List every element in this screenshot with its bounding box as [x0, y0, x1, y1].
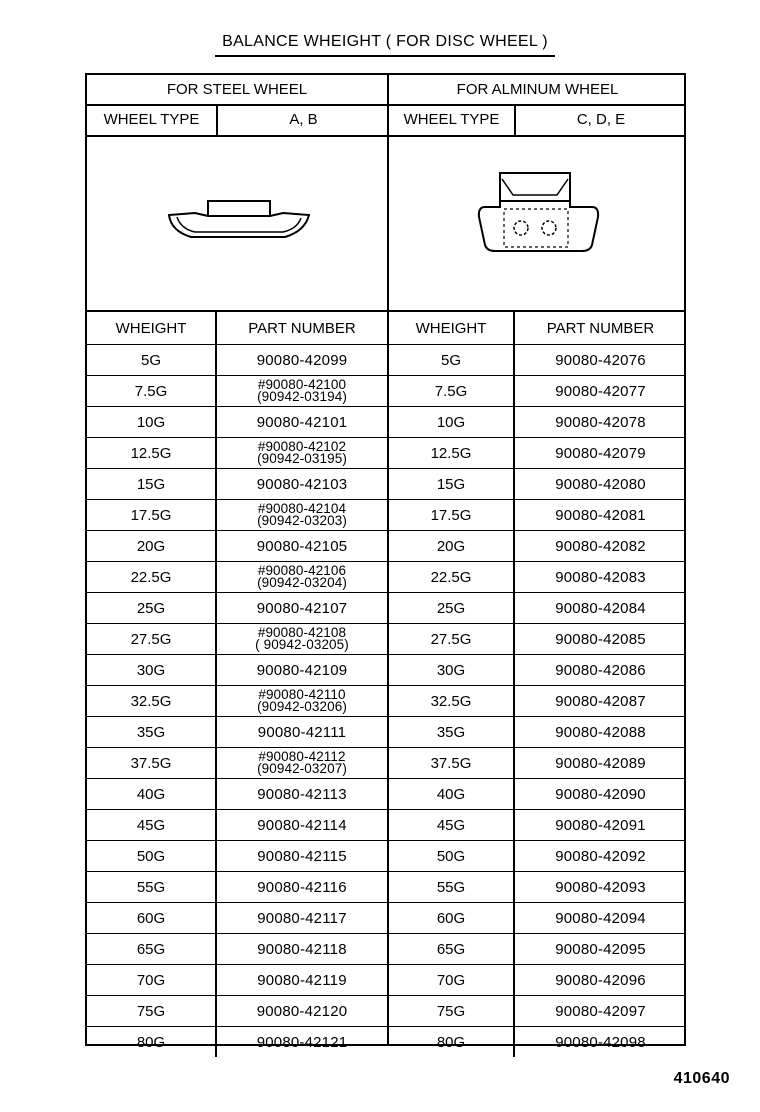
steel-wheel-section	[87, 75, 389, 1051]
weight-cell: 32.5G	[87, 686, 216, 717]
weight-cell: 27.5G	[87, 624, 216, 655]
page-title: BALANCE WHEIGHT ( FOR DISC WHEEL )	[222, 33, 548, 50]
part-number: 90080-42113	[257, 785, 347, 803]
part-number-cell	[216, 748, 387, 779]
weight-cell: 30G	[87, 655, 216, 686]
part-number-cell	[216, 903, 387, 934]
weight-cell: 12.5G	[87, 438, 216, 469]
table-row	[389, 965, 686, 996]
aluminum-wheel-header: FOR ALMINUM WHEEL	[389, 75, 686, 106]
weight-cell: 5G	[389, 345, 514, 376]
weight-cell: 17.5G	[87, 500, 216, 531]
part-number: 90080-42085	[555, 630, 646, 648]
steel-wheel-type-row	[87, 106, 387, 137]
weight-cell: 15G	[87, 469, 216, 500]
part-number: #90080-42106	[257, 563, 347, 578]
part-number-cell	[514, 562, 686, 593]
part-number: #90080-42112	[258, 749, 346, 764]
part-number: 90080-42094	[555, 909, 646, 927]
weight-cell: 12.5G	[389, 438, 514, 469]
weight-cell: 60G	[87, 903, 216, 934]
part-number: 90080-42089	[555, 754, 646, 772]
weight-cell: 50G	[87, 841, 216, 872]
part-number: 90080-42090	[555, 785, 646, 803]
weight-cell: 45G	[389, 810, 514, 841]
part-number: 90080-42111	[257, 723, 347, 741]
table-row	[87, 1027, 387, 1058]
part-number-cell	[216, 934, 387, 965]
part-number-cell	[514, 469, 686, 500]
part-number: 90080-42101	[256, 413, 348, 431]
table-row	[87, 376, 387, 407]
table-row	[389, 531, 686, 562]
wheel-type-label: WHEEL TYPE	[87, 106, 218, 135]
part-number: #90080-42110	[258, 687, 346, 702]
part-number-cell	[514, 624, 686, 655]
column-header-part-number: PART NUMBER	[216, 312, 387, 345]
aluminum-wheel-type-row	[389, 106, 686, 137]
part-number-cell	[514, 1027, 686, 1058]
table-row	[389, 624, 686, 655]
part-number: 90080-42083	[555, 568, 646, 586]
weight-cell: 25G	[87, 593, 216, 624]
part-number: 90080-42079	[555, 444, 646, 462]
part-number-cell	[216, 624, 387, 655]
table-row	[389, 345, 686, 376]
part-number-cell	[514, 965, 686, 996]
part-number: 90080-42077	[555, 382, 646, 400]
part-number-cell	[514, 779, 686, 810]
part-number-cell	[514, 903, 686, 934]
part-number-cell	[514, 500, 686, 531]
wheel-type-value: A, B	[289, 111, 318, 128]
part-number: 90080-42088	[555, 723, 646, 741]
part-number-cell	[216, 500, 387, 531]
part-number-cell	[514, 345, 686, 376]
weight-cell: 25G	[389, 593, 514, 624]
table-row	[389, 810, 686, 841]
part-number-cell	[514, 748, 686, 779]
part-number: 90080-42116	[257, 878, 347, 896]
part-number-cell	[216, 965, 387, 996]
part-number-cell	[216, 531, 387, 562]
weight-cell: 22.5G	[389, 562, 514, 593]
table-row	[389, 903, 686, 934]
table-row	[389, 872, 686, 903]
wheel-type-value: C, D, E	[576, 111, 626, 128]
weight-cell: 37.5G	[87, 748, 216, 779]
part-number: 90080-42109	[256, 661, 348, 679]
table-row	[389, 593, 686, 624]
table-row	[389, 934, 686, 965]
part-number: 90080-42119	[257, 971, 347, 989]
part-number-cell	[514, 531, 686, 562]
table-row	[389, 748, 686, 779]
table-row	[87, 748, 387, 779]
table-row	[87, 810, 387, 841]
part-number: 90080-42118	[257, 940, 347, 958]
part-number: #90080-42102	[257, 439, 347, 454]
part-number-cell	[216, 438, 387, 469]
part-number: 90080-42096	[555, 971, 646, 989]
table-row	[389, 376, 686, 407]
weight-cell: 10G	[389, 407, 514, 438]
part-number-cell	[216, 810, 387, 841]
weight-cell: 5G	[87, 345, 216, 376]
part-number-cell	[514, 872, 686, 903]
part-number-cell	[216, 376, 387, 407]
weight-cell: 27.5G	[389, 624, 514, 655]
column-header-weight: WHEIGHT	[87, 312, 216, 345]
weight-cell: 60G	[389, 903, 514, 934]
part-number-cell	[216, 717, 387, 748]
part-number-cell	[514, 593, 686, 624]
table-row	[87, 686, 387, 717]
aluminum-weight-list	[389, 312, 686, 1057]
part-number: 90080-42084	[555, 599, 646, 617]
alternate-part-number: (90942-03195)	[257, 451, 347, 466]
table-row	[389, 996, 686, 1027]
table-row	[87, 438, 387, 469]
table-row	[389, 407, 686, 438]
part-number-cell	[216, 655, 387, 686]
part-number: 90080-42081	[555, 506, 646, 524]
part-number: 90080-42087	[555, 692, 646, 710]
table-row	[87, 779, 387, 810]
table-row	[87, 717, 387, 748]
part-number-cell	[216, 562, 387, 593]
weight-cell: 40G	[87, 779, 216, 810]
part-number: 90080-42076	[555, 351, 646, 369]
part-number-cell	[514, 376, 686, 407]
part-number-cell	[216, 1027, 387, 1058]
table-row	[87, 903, 387, 934]
alternate-part-number: (90942-03206)	[257, 699, 347, 714]
table-row	[87, 965, 387, 996]
table-row	[389, 841, 686, 872]
weight-cell: 37.5G	[389, 748, 514, 779]
part-number-cell	[514, 407, 686, 438]
table-row	[87, 469, 387, 500]
part-number-cell	[216, 841, 387, 872]
part-number-cell	[216, 872, 387, 903]
table-row	[87, 562, 387, 593]
part-number: 90080-42121	[256, 1033, 348, 1051]
weight-cell: 55G	[87, 872, 216, 903]
weight-cell: 75G	[87, 996, 216, 1027]
wheel-type-label: WHEEL TYPE	[389, 106, 516, 135]
part-number-cell	[514, 841, 686, 872]
table-row	[87, 407, 387, 438]
part-number: 90080-42086	[555, 661, 646, 679]
aluminum-column-header-row	[389, 312, 686, 345]
part-number-cell	[216, 407, 387, 438]
part-number-cell	[216, 779, 387, 810]
part-number: 90080-42092	[555, 847, 646, 865]
part-number-cell	[216, 345, 387, 376]
weight-cell: 80G	[389, 1027, 514, 1058]
weight-cell: 35G	[389, 717, 514, 748]
weight-cell: 75G	[389, 996, 514, 1027]
weight-cell: 32.5G	[389, 686, 514, 717]
part-number-cell	[216, 469, 387, 500]
weight-cell: 70G	[87, 965, 216, 996]
table-row	[389, 562, 686, 593]
part-number: 90080-42091	[555, 816, 646, 834]
weight-cell: 80G	[87, 1027, 216, 1058]
alternate-part-number: (90942-03207)	[257, 761, 347, 776]
table-row	[87, 500, 387, 531]
part-number: 90080-42117	[257, 909, 347, 927]
aluminum-wheel-section	[389, 75, 686, 1051]
table-row	[87, 593, 387, 624]
balance-weight-table	[85, 73, 686, 1051]
steel-wheel-header: FOR STEEL WHEEL	[87, 75, 387, 106]
part-number: 90080-42120	[256, 1002, 348, 1020]
part-number-cell	[216, 686, 387, 717]
alternate-part-number: (90942-03204)	[257, 575, 347, 590]
table-row	[87, 934, 387, 965]
weight-cell: 65G	[87, 934, 216, 965]
part-number: #90080-42108	[257, 625, 347, 640]
part-number: #90080-42104	[257, 501, 347, 516]
weight-cell: 35G	[87, 717, 216, 748]
table-row	[389, 655, 686, 686]
weight-cell: 30G	[389, 655, 514, 686]
weight-cell: 55G	[389, 872, 514, 903]
part-number-cell	[514, 686, 686, 717]
part-number: 90080-42107	[256, 599, 348, 617]
table-row	[389, 1027, 686, 1058]
clip-on-aluminum-weight-icon	[389, 137, 685, 310]
part-number-cell	[514, 655, 686, 686]
weight-cell: 40G	[389, 779, 514, 810]
part-number: 90080-42098	[555, 1033, 646, 1051]
part-number: 90080-42082	[555, 537, 646, 555]
steel-weight-illustration	[87, 137, 387, 312]
alternate-part-number: (90942-03194)	[257, 389, 347, 404]
weight-cell: 7.5G	[389, 376, 514, 407]
part-number: 90080-42105	[256, 537, 348, 555]
weight-cell: 45G	[87, 810, 216, 841]
table-row	[389, 717, 686, 748]
part-number-cell	[514, 438, 686, 469]
table-row	[87, 624, 387, 655]
part-number: 90080-42099	[256, 351, 348, 369]
part-number: 90080-42095	[555, 940, 646, 958]
weight-cell: 20G	[389, 531, 514, 562]
part-number-cell	[514, 717, 686, 748]
weight-cell: 17.5G	[389, 500, 514, 531]
part-number: 90080-42115	[257, 847, 347, 865]
table-row	[87, 996, 387, 1027]
part-number: 90080-42114	[257, 816, 347, 834]
table-row	[389, 686, 686, 717]
steel-weight-list	[87, 312, 387, 1057]
part-number-cell	[514, 996, 686, 1027]
weight-cell: 22.5G	[87, 562, 216, 593]
part-number-cell	[514, 810, 686, 841]
weight-cell: 15G	[389, 469, 514, 500]
table-row	[87, 872, 387, 903]
alternate-part-number: ( 90942-03205)	[255, 637, 349, 652]
aluminum-weight-illustration	[389, 137, 686, 312]
column-header-weight: WHEIGHT	[389, 312, 514, 345]
part-number: 90080-42080	[555, 475, 646, 493]
part-number: 90080-42093	[555, 878, 646, 896]
part-number-cell	[216, 593, 387, 624]
alternate-part-number: (90942-03203)	[257, 513, 347, 528]
weight-cell: 50G	[389, 841, 514, 872]
table-row	[87, 841, 387, 872]
part-number: 90080-42103	[256, 475, 348, 493]
table-row	[87, 531, 387, 562]
part-number: 90080-42097	[555, 1002, 646, 1020]
table-row	[87, 655, 387, 686]
title-underline	[215, 55, 555, 57]
part-number-cell	[216, 996, 387, 1027]
steel-column-header-row	[87, 312, 387, 345]
part-number: #90080-42100	[257, 377, 347, 392]
column-header-part-number: PART NUMBER	[514, 312, 686, 345]
weight-cell: 70G	[389, 965, 514, 996]
weight-cell: 7.5G	[87, 376, 216, 407]
weight-cell: 65G	[389, 934, 514, 965]
clip-on-steel-weight-icon	[87, 137, 387, 310]
table-row	[389, 469, 686, 500]
table-row	[87, 345, 387, 376]
weight-cell: 10G	[87, 407, 216, 438]
table-row	[389, 500, 686, 531]
table-row	[389, 438, 686, 469]
weight-cell: 20G	[87, 531, 216, 562]
part-number: 90080-42078	[555, 413, 646, 431]
part-number-cell	[514, 934, 686, 965]
figure-reference-number: 410640	[673, 1070, 730, 1087]
table-row	[389, 779, 686, 810]
